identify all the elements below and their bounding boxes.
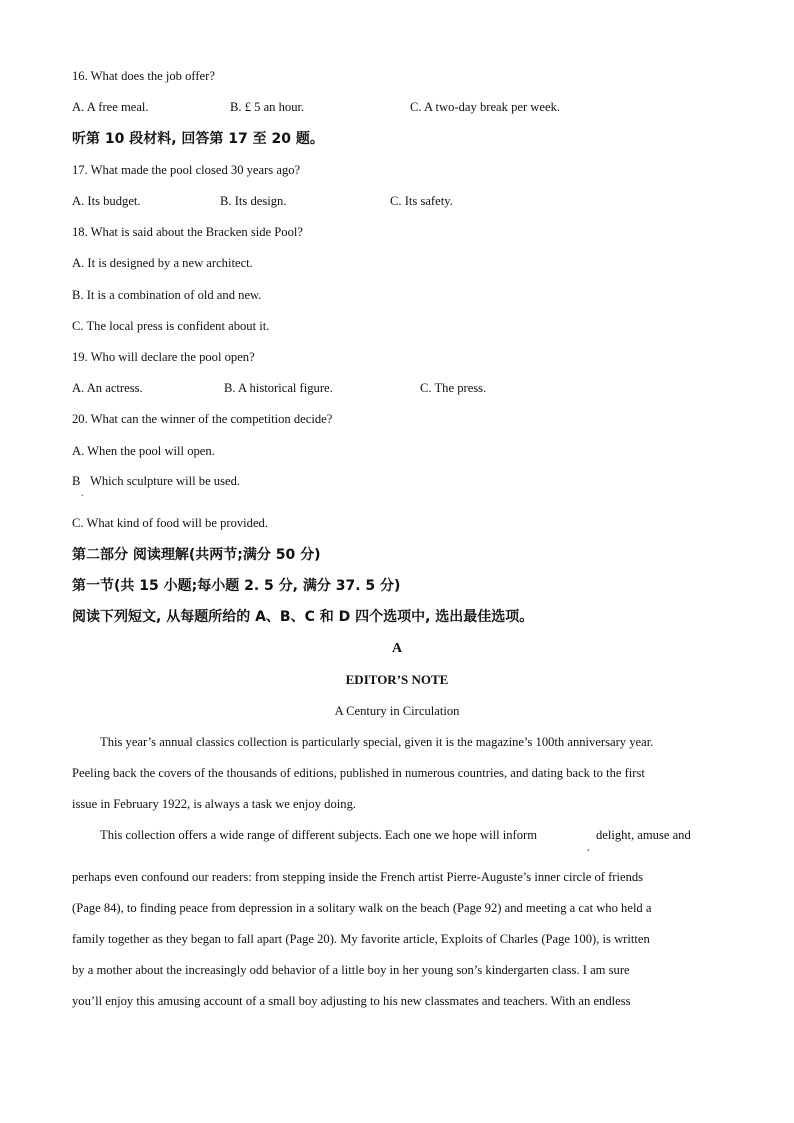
q19-option-b: B. A historical figure. [224,381,333,395]
stray-mark: . [81,488,84,499]
part2-heading: 第二部分 阅读理解(共两节;满分 50 分) [72,547,321,563]
passage-line: by a mother about the increasingly odd behavior of a little boy in her young son’s kindergarten class. I am sure [72,963,630,977]
passage-line: family together as they began to fall apart (Page 20). My favorite article, Exploits of Charles (Page 100), is written [72,932,650,946]
q16-option-c: C. A two-day break per week. [410,100,561,114]
q20-option-c: C. What kind of food will be provided. [72,516,268,530]
passage-line: delight, amuse and [596,828,691,842]
passage-line: Peeling back the covers of the thousands of editions, published in numerous countries, and dating back to the first [72,766,645,780]
passage-line: issue in February 1922, is always a task we enjoy doing. [72,797,357,811]
question-19: 19. Who will declare the pool open? [72,350,255,364]
q17-option-a: A. Its budget. [72,194,141,208]
q20-option-b-text: Which sculpture will be used. [90,474,241,488]
section10-instruction: 听第 10 段材料, 回答第 17 至 20 题。 [72,131,324,147]
q18-option-a: A. It is designed by a new architect. [72,256,253,270]
passage-title: EDITOR’S NOTE [345,672,449,687]
section1-heading: 第一节(共 15 小题;每小题 2. 5 分, 满分 37. 5 分) [72,578,401,594]
q16-option-a: A. A free meal. [72,100,149,114]
q16-option-b: B. £ 5 an hour. [230,100,305,114]
passage-line: This collection offers a wide range of different subjects. Each one we hope will inform [100,828,538,842]
q18-option-c: C. The local press is confident about it. [72,319,270,333]
passage-letter: A [391,641,403,656]
passage-line: perhaps even confound our readers: from stepping inside the French artist Pierre-Auguste’s inner circle of friends [72,870,644,884]
passage-line: you’ll enjoy this amusing account of a small boy adjusting to his new classmates and teachers. With an endless [72,994,631,1008]
question-20: 20. What can the winner of the competition decide? [72,412,333,426]
stray-mark: , [587,842,590,853]
reading-instruction: 阅读下列短文, 从每题所给的 A、B、C 和 D 四个选项中, 选出最佳选项。 [72,609,534,625]
q19-option-c: C. The press. [420,381,487,395]
q17-option-b: B. Its design. [220,194,287,208]
passage-subtitle: A Century in Circulation [334,704,460,718]
q20-option-a: A. When the pool will open. [72,444,215,458]
question-18: 18. What is said about the Bracken side Pool? [72,225,303,239]
q18-option-b: B. It is a combination of old and new. [72,288,262,302]
passage-line: This year’s annual classics collection is particularly special, given it is the magazine’s 100th anniversary year. [100,735,654,749]
q20-option-b-letter: B [72,474,81,488]
question-17: 17. What made the pool closed 30 years ago? [72,163,301,177]
passage-line: (Page 84), to finding peace from depression in a solitary walk on the beach (Page 92) and meeting a cat who held a [72,901,652,915]
q19-option-a: A. An actress. [72,381,143,395]
question-16: 16. What does the job offer? [72,69,215,83]
q17-option-c: C. Its safety. [390,194,453,208]
